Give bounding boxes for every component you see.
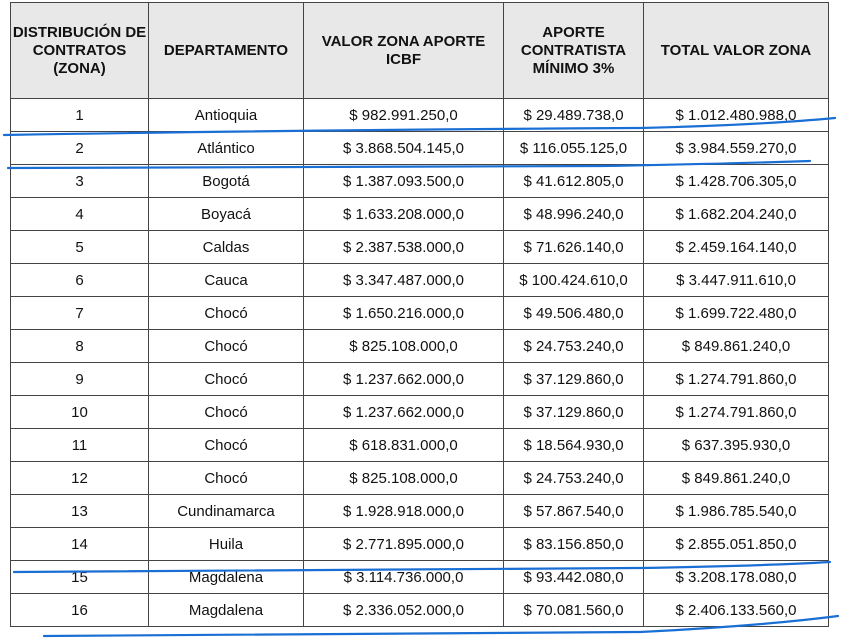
table-row [11, 462, 829, 495]
cell-contractor-value: $ 48.996.240,0 [504, 198, 644, 231]
cell-total-value: $ 2.406.133.560,0 [644, 594, 829, 627]
table-row [11, 297, 829, 330]
cell-department: Cauca [149, 264, 304, 297]
cell-icbf-value: $ 3.868.504.145,0 [304, 132, 504, 165]
zone-distribution-table [10, 2, 829, 627]
header-zone: DISTRIBUCIÓN DE CONTRATOS (ZONA) [11, 3, 149, 99]
cell-contractor-value: $ 24.753.240,0 [504, 462, 644, 495]
cell-icbf-value: $ 2.336.052.000,0 [304, 594, 504, 627]
cell-icbf-value: $ 1.237.662.000,0 [304, 363, 504, 396]
table-row [11, 495, 829, 528]
cell-total-value: $ 3.447.911.610,0 [644, 264, 829, 297]
cell-icbf-value: $ 825.108.000,0 [304, 330, 504, 363]
table-row [11, 594, 829, 627]
table-row [11, 396, 829, 429]
cell-contractor-value: $ 71.626.140,0 [504, 231, 644, 264]
cell-icbf-value: $ 1.387.093.500,0 [304, 165, 504, 198]
cell-zone: 9 [11, 363, 149, 396]
cell-icbf-value: $ 1.650.216.000,0 [304, 297, 504, 330]
cell-total-value: $ 1.986.785.540,0 [644, 495, 829, 528]
cell-zone: 16 [11, 594, 149, 627]
cell-zone: 6 [11, 264, 149, 297]
cell-total-value: $ 849.861.240,0 [644, 330, 829, 363]
cell-icbf-value: $ 1.237.662.000,0 [304, 396, 504, 429]
cell-icbf-value: $ 1.633.208.000,0 [304, 198, 504, 231]
cell-total-value: $ 1.274.791.860,0 [644, 396, 829, 429]
table-header [11, 3, 829, 99]
cell-zone: 8 [11, 330, 149, 363]
cell-department: Bogotá [149, 165, 304, 198]
cell-zone: 4 [11, 198, 149, 231]
cell-zone: 13 [11, 495, 149, 528]
table-row [11, 330, 829, 363]
cell-department: Chocó [149, 363, 304, 396]
table-row [11, 99, 829, 132]
cell-contractor-value: $ 24.753.240,0 [504, 330, 644, 363]
cell-zone: 14 [11, 528, 149, 561]
header-department: DEPARTAMENTO [149, 3, 304, 99]
cell-department: Chocó [149, 396, 304, 429]
cell-department: Atlántico [149, 132, 304, 165]
cell-total-value: $ 849.861.240,0 [644, 462, 829, 495]
cell-department: Magdalena [149, 561, 304, 594]
cell-icbf-value: $ 3.114.736.000,0 [304, 561, 504, 594]
cell-icbf-value: $ 825.108.000,0 [304, 462, 504, 495]
cell-total-value: $ 1.274.791.860,0 [644, 363, 829, 396]
cell-department: Huila [149, 528, 304, 561]
table-row [11, 363, 829, 396]
cell-total-value: $ 2.459.164.140,0 [644, 231, 829, 264]
table-row [11, 528, 829, 561]
cell-zone: 5 [11, 231, 149, 264]
cell-department: Caldas [149, 231, 304, 264]
cell-icbf-value: $ 2.387.538.000,0 [304, 231, 504, 264]
cell-contractor-value: $ 37.129.860,0 [504, 363, 644, 396]
table-row [11, 132, 829, 165]
cell-department: Chocó [149, 330, 304, 363]
cell-contractor-value: $ 57.867.540,0 [504, 495, 644, 528]
cell-contractor-value: $ 100.424.610,0 [504, 264, 644, 297]
cell-department: Chocó [149, 462, 304, 495]
cell-icbf-value: $ 3.347.487.000,0 [304, 264, 504, 297]
cell-contractor-value: $ 49.506.480,0 [504, 297, 644, 330]
cell-department: Boyacá [149, 198, 304, 231]
cell-total-value: $ 3.208.178.080,0 [644, 561, 829, 594]
cell-zone: 10 [11, 396, 149, 429]
cell-zone: 1 [11, 99, 149, 132]
cell-contractor-value: $ 18.564.930,0 [504, 429, 644, 462]
cell-zone: 12 [11, 462, 149, 495]
cell-total-value: $ 1.699.722.480,0 [644, 297, 829, 330]
cell-zone: 11 [11, 429, 149, 462]
table-row [11, 198, 829, 231]
table-row [11, 561, 829, 594]
cell-contractor-value: $ 93.442.080,0 [504, 561, 644, 594]
cell-zone: 15 [11, 561, 149, 594]
cell-contractor-value: $ 41.612.805,0 [504, 165, 644, 198]
cell-total-value: $ 1.682.204.240,0 [644, 198, 829, 231]
cell-department: Chocó [149, 429, 304, 462]
table-row [11, 429, 829, 462]
header-total-zone-value: TOTAL VALOR ZONA [644, 3, 829, 99]
header-icbf-contribution: VALOR ZONA APORTE ICBF [304, 3, 504, 99]
cell-contractor-value: $ 29.489.738,0 [504, 99, 644, 132]
cell-icbf-value: $ 2.771.895.000,0 [304, 528, 504, 561]
cell-contractor-value: $ 37.129.860,0 [504, 396, 644, 429]
cell-total-value: $ 1.428.706.305,0 [644, 165, 829, 198]
table-row [11, 264, 829, 297]
cell-total-value: $ 2.855.051.850,0 [644, 528, 829, 561]
cell-contractor-value: $ 116.055.125,0 [504, 132, 644, 165]
cell-icbf-value: $ 618.831.000,0 [304, 429, 504, 462]
cell-contractor-value: $ 83.156.850,0 [504, 528, 644, 561]
table-body [11, 99, 829, 627]
cell-icbf-value: $ 1.928.918.000,0 [304, 495, 504, 528]
cell-zone: 3 [11, 165, 149, 198]
cell-department: Magdalena [149, 594, 304, 627]
table-row [11, 165, 829, 198]
cell-department: Cundinamarca [149, 495, 304, 528]
header-contractor-contribution: APORTE CONTRATISTA MÍNIMO 3% [504, 3, 644, 99]
cell-icbf-value: $ 982.991.250,0 [304, 99, 504, 132]
header-row [11, 3, 829, 99]
cell-contractor-value: $ 70.081.560,0 [504, 594, 644, 627]
cell-zone: 7 [11, 297, 149, 330]
cell-zone: 2 [11, 132, 149, 165]
cell-total-value: $ 637.395.930,0 [644, 429, 829, 462]
cell-total-value: $ 3.984.559.270,0 [644, 132, 829, 165]
cell-department: Chocó [149, 297, 304, 330]
table-row [11, 231, 829, 264]
cell-total-value: $ 1.012.480.988,0 [644, 99, 829, 132]
cell-department: Antioquia [149, 99, 304, 132]
